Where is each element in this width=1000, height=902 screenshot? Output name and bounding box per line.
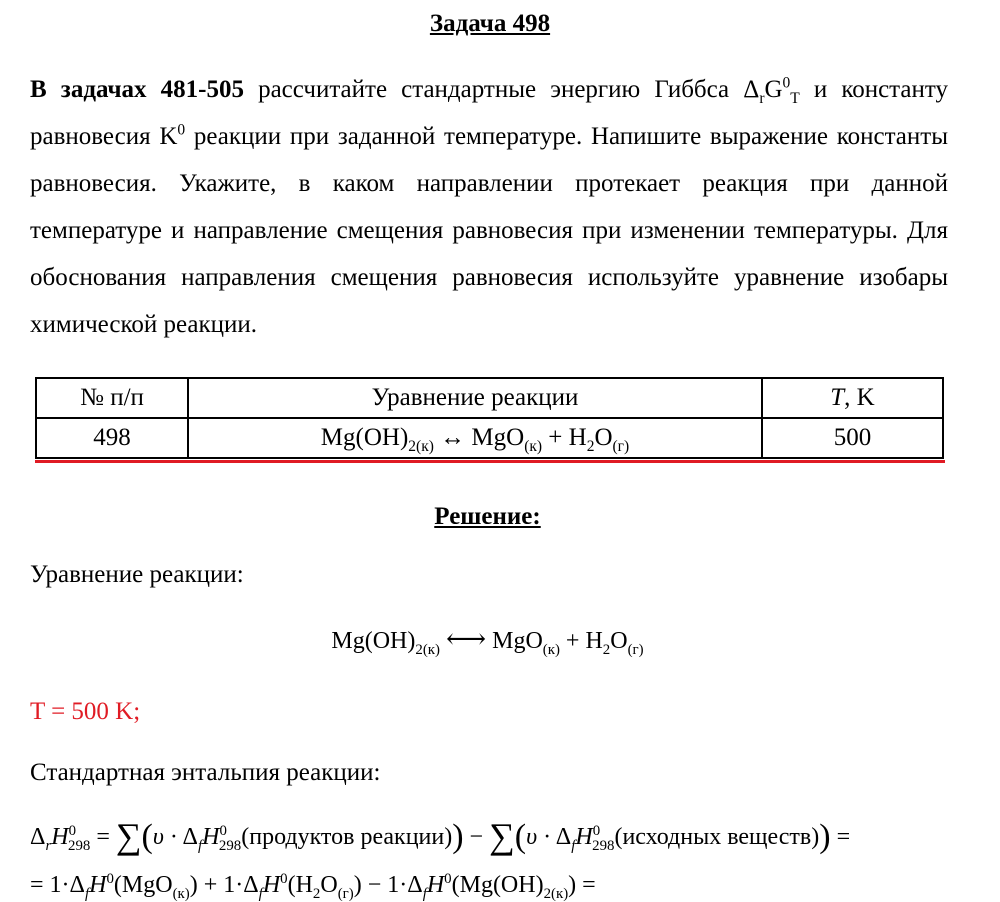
header-equation: Уравнение реакции bbox=[188, 378, 762, 418]
red-underline bbox=[35, 460, 945, 463]
enthalpy-formula: $\Delta_rH^0_{298} = \sum(\upsilon$ · $\Delta_fH^0_{298}(продуктов$ реакции)) − $\sum(\upsilon \cdot \Delta_fH^0_{298}(исходных$ веществ)) = bbox=[30, 816, 851, 856]
task-table bbox=[35, 377, 944, 459]
task-range: В задачах 481-505 bbox=[30, 76, 244, 103]
row-temperature: 500 bbox=[762, 418, 943, 458]
temperature-value: T = 500 K; bbox=[30, 698, 141, 725]
table-row bbox=[36, 418, 943, 458]
reaction-label: Уравнение реакции: bbox=[30, 561, 244, 588]
task-description: В задачах 481-505 рассчитайте стандартные энергию Гиббса $\Delta_rG^0_T$ и константу равновесия $K^0$ реакции при заданной температуре. Напишите выражение константы равновесия. Укажите, в каком направлении протекает реакция при данной температуре и направление смещения равновесия при изменении температуры. Для обоснования направления смещения равновесия используйте уравнение изобары химической реакции. bbox=[30, 74, 949, 338]
row-equation: $Mg(OH)_{2(к)}$ ↔ $MgO_{(к)} + H_2O_{(г)}$ bbox=[188, 418, 762, 458]
header-num: № п/п bbox=[36, 378, 188, 418]
enthalpy-label: Стандартная энтальпия реакции: bbox=[30, 759, 381, 786]
solution-title: Решение: bbox=[434, 503, 541, 530]
task-title: Задача 498 bbox=[429, 10, 551, 37]
row-num: 498 bbox=[36, 418, 188, 458]
header-temperature: T, K bbox=[762, 378, 943, 418]
enthalpy-formula-expanded: = $1\cdot\Delta_fH^0(MgO_{(к)}) + 1\cdot\Delta_fH^0(H_2O_{(г)}) - 1\cdot\Delta_fH^0(Mg(OH)_{2(к)})$ = bbox=[30, 871, 596, 902]
table-header-row bbox=[36, 378, 943, 418]
reaction-equation: $Mg(OH)_{2(к)}$ ⟷ $MgO_{(к)} + H_2O_{(г)}$ bbox=[331, 624, 644, 658]
